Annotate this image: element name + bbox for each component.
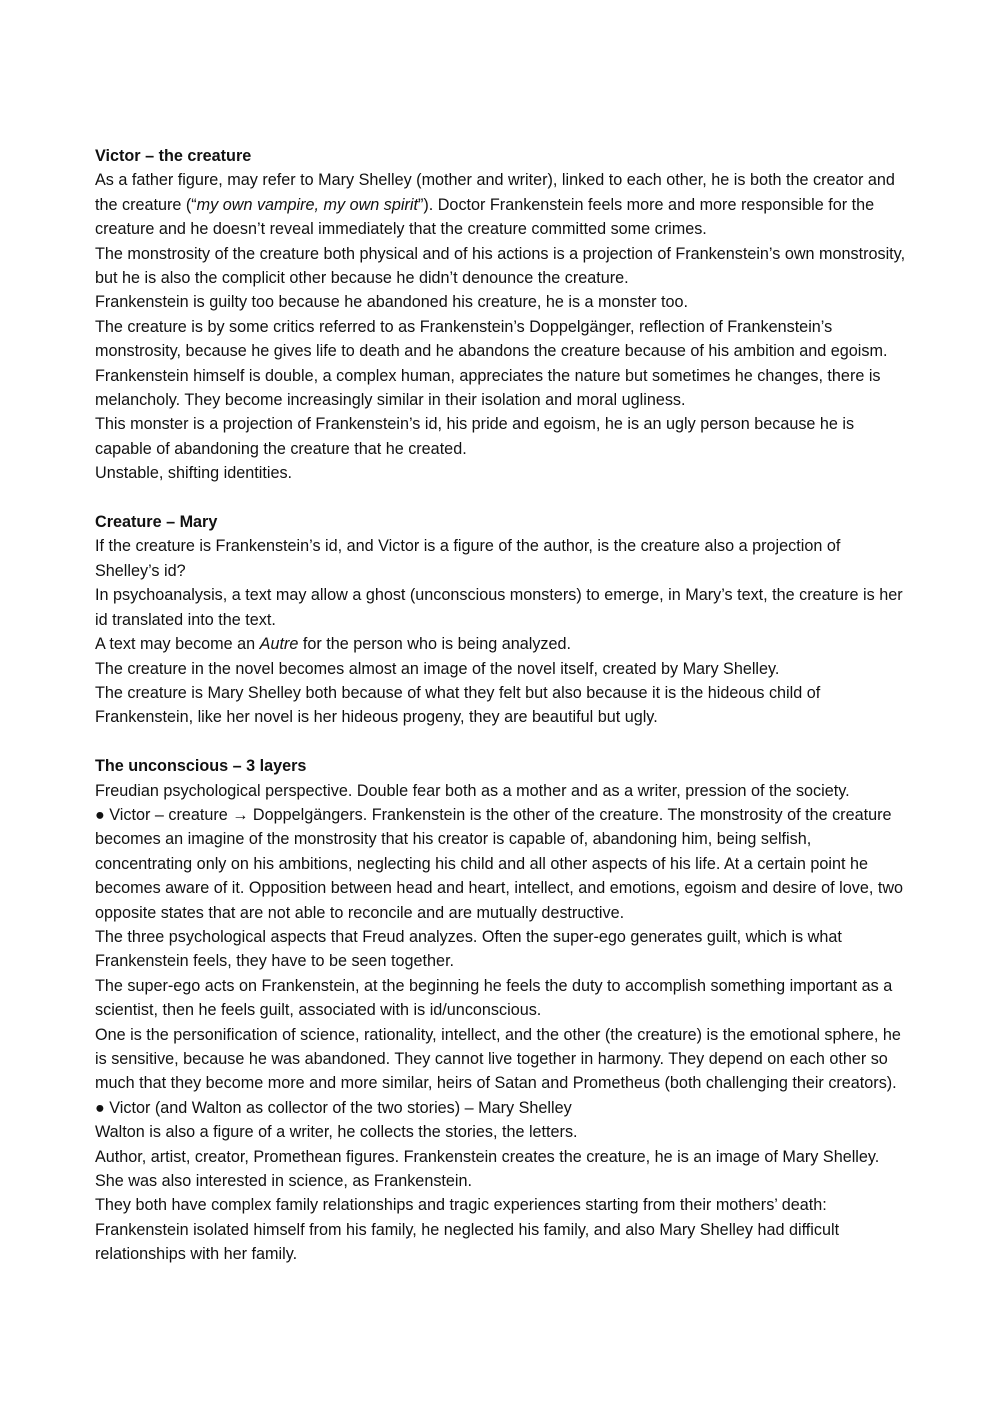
paragraph: Walton is also a figure of a writer, he collects the stories, the letters.	[95, 1123, 578, 1142]
italic-quote: my own vampire, my own spirit	[196, 195, 418, 214]
paragraph: They both have complex family relationships and tragic experiences starting from their mothers’ death: Frankenstein isolated himself from his family, he neglected his family, and also Mary Shelley had difficult relationships with her family.	[95, 1196, 840, 1264]
paragraph: Freudian psychological perspective. Double fear both as a mother and as a writer, pression of the society.	[95, 781, 850, 800]
paragraph: Frankenstein is guilty too because he abandoned his creature, he is a monster too.	[95, 293, 689, 312]
paragraph: The creature is Mary Shelley both because of what they felt but also because it is the hideous child of Frankenstein, like her novel is her hideous progeny, they are beautiful but ugly.	[95, 683, 821, 727]
paragraph: The monstrosity of the creature both physical and of his actions is a projection of Frankenstein’s own monstrosity, but he is also the complicit other because he didn’t denounce the creature.	[95, 244, 906, 288]
section-title-creature-mary: Creature – Mary	[95, 513, 218, 532]
paragraph: If the creature is Frankenstein’s id, and Victor is a figure of the author, is the creature also a projection of Shelley’s id?	[95, 537, 841, 580]
blank-line	[95, 730, 907, 754]
section-title-victor-creature: Victor – the creature	[95, 147, 252, 165]
paragraph: Unstable, shifting identities.	[95, 464, 293, 483]
paragraph: One is the personification of science, rationality, intellect, and the other (the creature) is the emotional sphere, he is sensitive, because he was abandoned. They cannot live together in harmony. They depend on each other so much that they become more and more similar, heirs of Satan and Prometheus (both challenging their creators).	[95, 1025, 901, 1093]
paragraph: The super-ego acts on Frankenstein, at the beginning he feels the duty to accomplish something important as a scientist, then he feels guilt, associated with is id/unconscious.	[95, 976, 893, 1020]
paragraph: Author, artist, creator, Promethean figures. Frankenstein creates the creature, he is an image of Mary Shelley. She was also interested in science, as Frankenstein.	[95, 1147, 880, 1191]
bullet-paragraph: ● Victor (and Walton as collector of the two stories) – Mary Shelley	[95, 1098, 572, 1117]
paragraph	[95, 168, 907, 241]
text-run: A text may become an	[95, 635, 260, 654]
paragraph: The creature is by some critics referred to as Frankenstein’s Doppelgänger, reflection of Frankenstein’s monstrosity, because he gives life to death and he abandons the creature because of his ambition and egoism.	[95, 317, 888, 361]
text-run: As a father figure, may refer to Mary Shelley (mother and writer), linked to each other, he is both the creator and the creature (“	[95, 171, 895, 214]
paragraph: The three psychological aspects that Freud analyzes. Often the super-ego generates guilt, which is what Frankenstein feels, they have to be seen together.	[95, 927, 842, 971]
paragraph	[95, 632, 907, 656]
text-run: ”). Doctor Frankenstein feels more and more responsible for the creature and he doesn’t reveal immediately that the creature committed some crimes.	[95, 195, 875, 239]
paragraph: This monster is a projection of Frankenstein’s id, his pride and egoism, he is an ugly person because he is capable of abandoning the creature that he created.	[95, 415, 855, 458]
document-page	[95, 144, 907, 1267]
paragraph: In psychoanalysis, a text may allow a ghost (unconscious monsters) to emerge, in Mary’s text, the creature is her id translated into the text.	[95, 586, 903, 629]
paragraph: Frankenstein himself is double, a complex human, appreciates the nature but sometimes he changes, there is melancholy. They become increasingly similar in their isolation and moral ugliness.	[95, 366, 881, 410]
text-run: for the person who is being analyzed.	[298, 635, 572, 654]
italic-term: Autre	[259, 635, 299, 654]
blank-line	[95, 486, 907, 510]
paragraph: The creature in the novel becomes almost an image of the novel itself, created by Mary Shelley.	[95, 659, 780, 678]
section-title-unconscious: The unconscious – 3 layers	[95, 757, 307, 776]
bullet-paragraph: ● Victor – creature → Doppelgängers. Frankenstein is the other of the creature. The monstrosity of the creature becomes an imagine of the monstrosity that his creator is capable of, abandoning him, being selfish, concentrating only on his ambitions, neglecting his child and all other aspects of his life. At a certain point he becomes aware of it. Opposition between head and heart, intellect, and emotions, egoism and desire of love, two opposite states that are not able to reconcile and are mutually destructive.	[95, 805, 904, 922]
